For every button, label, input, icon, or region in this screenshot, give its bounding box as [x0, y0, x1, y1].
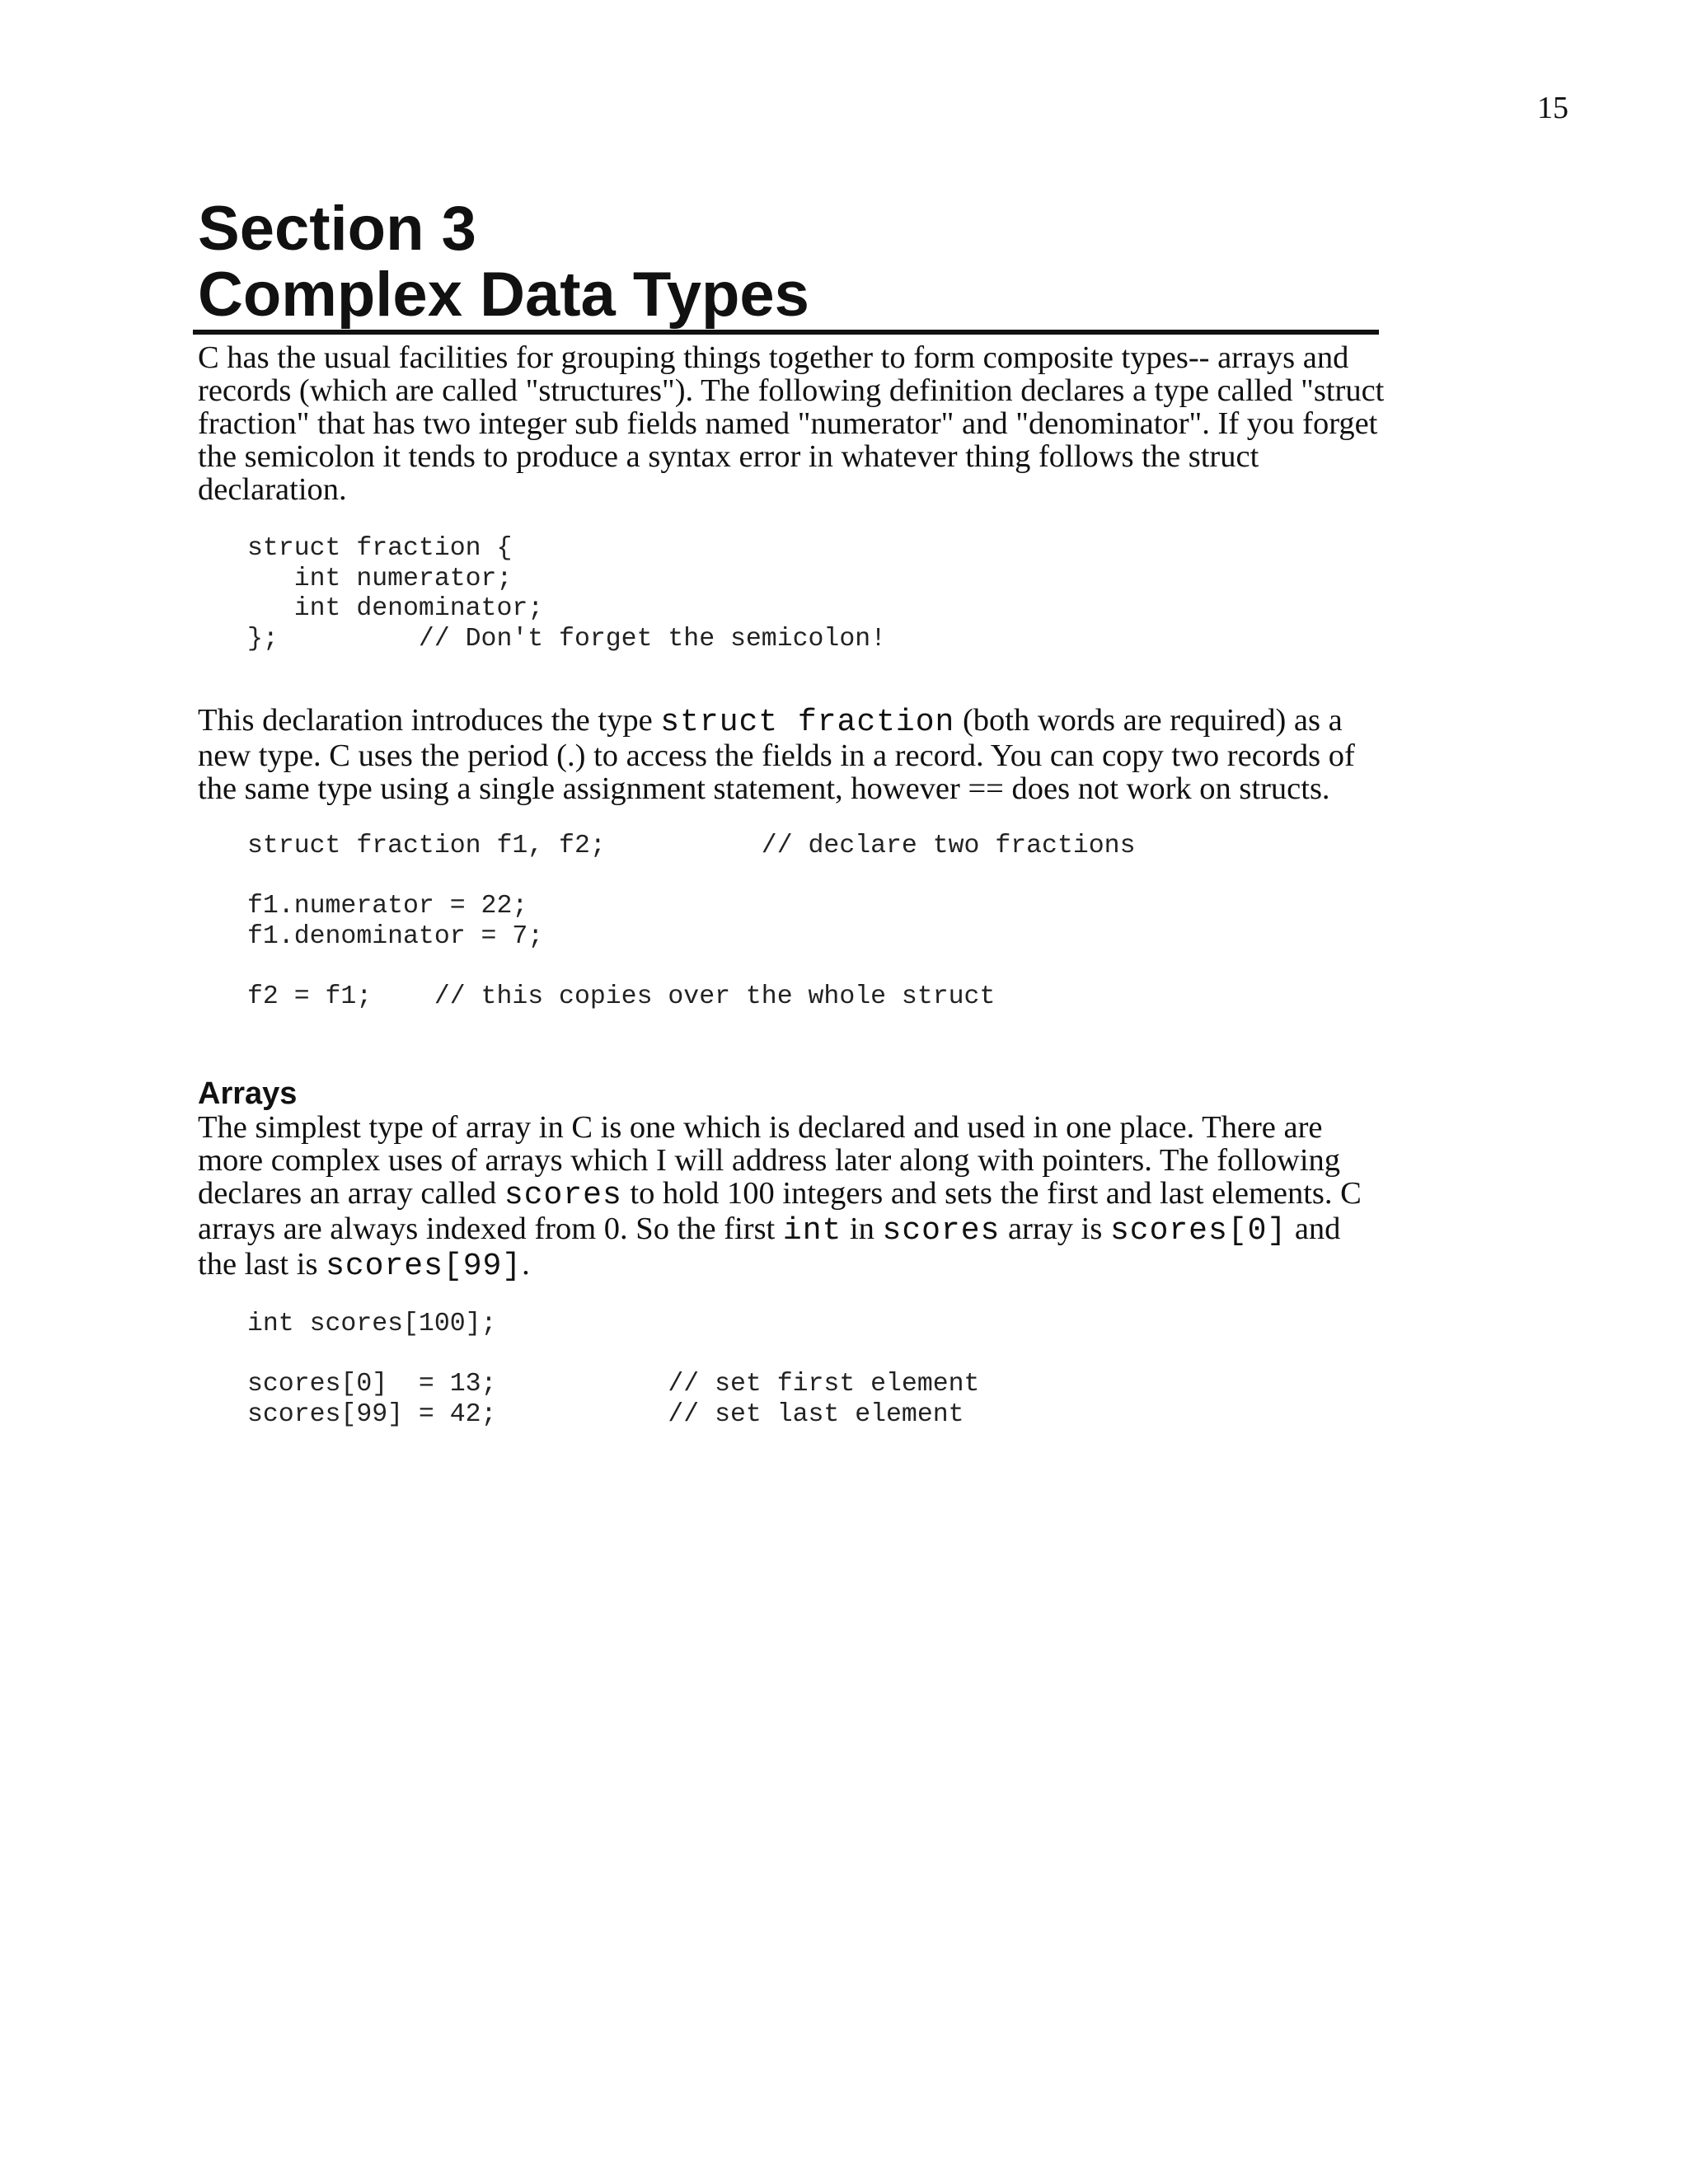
text-run: . [522, 1247, 530, 1282]
arrays-paragraph [198, 1111, 1385, 1283]
text-run: in [842, 1212, 883, 1246]
text-run: to hold 100 integers and sets the first and last elements. C arrays are always indexed from 0. So the first [198, 1176, 1362, 1246]
code-line: f2 = f1; // this copies over the whole struct [247, 982, 996, 1011]
code-block-struct-copy [198, 832, 1385, 1012]
code-line: scores[0] = 13; // set first element [247, 1370, 980, 1399]
text-run: This declaration introduces the type [198, 703, 661, 738]
inline-code: scores[0] [1109, 1213, 1287, 1249]
code-line: f1.numerator = 22; [247, 892, 528, 921]
code-line: }; // Don't forget the semicolon! [247, 624, 887, 654]
section-title [193, 196, 1379, 335]
inline-code: struct fraction [660, 705, 955, 740]
text-run: The simplest type of array in C is one which is declared and used in one place. There are more complex uses of arrays which I will address later along with pointers. The following declares an array called [198, 1110, 1341, 1211]
code-line: int scores[100]; [247, 1310, 497, 1338]
code-line [247, 952, 1385, 982]
code-line: struct fraction { [247, 534, 513, 563]
section-title-line-2: Complex Data Types [198, 260, 809, 330]
section-title-line-1: Section 3 [198, 194, 476, 264]
text-run: array is [1000, 1212, 1110, 1246]
page-number: 15 [1537, 91, 1568, 125]
inline-code: scores [882, 1213, 1001, 1249]
code-line: f1.denominator = 7; [247, 921, 544, 951]
code-block-arrays [198, 1310, 1385, 1430]
code-line: scores[99] = 42; // set last element [247, 1399, 964, 1429]
code-line: struct fraction f1, f2; // declare two fractions [247, 832, 1136, 860]
text-run: (both words are required) as a new type. C uses the period (.) to access the fields in a record. You can copy two records of the same type using a single assignment statement, however == does not work on structs. [198, 703, 1355, 806]
inline-code: int [782, 1213, 842, 1249]
code-line [247, 1340, 1385, 1371]
code-block-struct-declaration [198, 534, 1385, 654]
page-content [198, 196, 1385, 1430]
arrays-heading: Arrays [198, 1076, 298, 1111]
code-line: int denominator; [247, 594, 544, 623]
declaration-paragraph [198, 704, 1385, 805]
code-line: int numerator; [247, 564, 513, 593]
inline-code: scores[99] [326, 1249, 523, 1284]
code-line [247, 862, 1385, 893]
inline-code: scores [504, 1178, 622, 1213]
intro-paragraph: C has the usual facilities for grouping things together to form composite types-- arrays and records (which are called "structures"). The following definition declares a type called "struct fraction" that has two integer sub fields named "numerator" and "denominator". If you forget the semicolon it tends to produce a syntax error in whatever thing follows the struct declaration. [198, 340, 1385, 507]
text-run: and the last is [198, 1212, 1341, 1282]
